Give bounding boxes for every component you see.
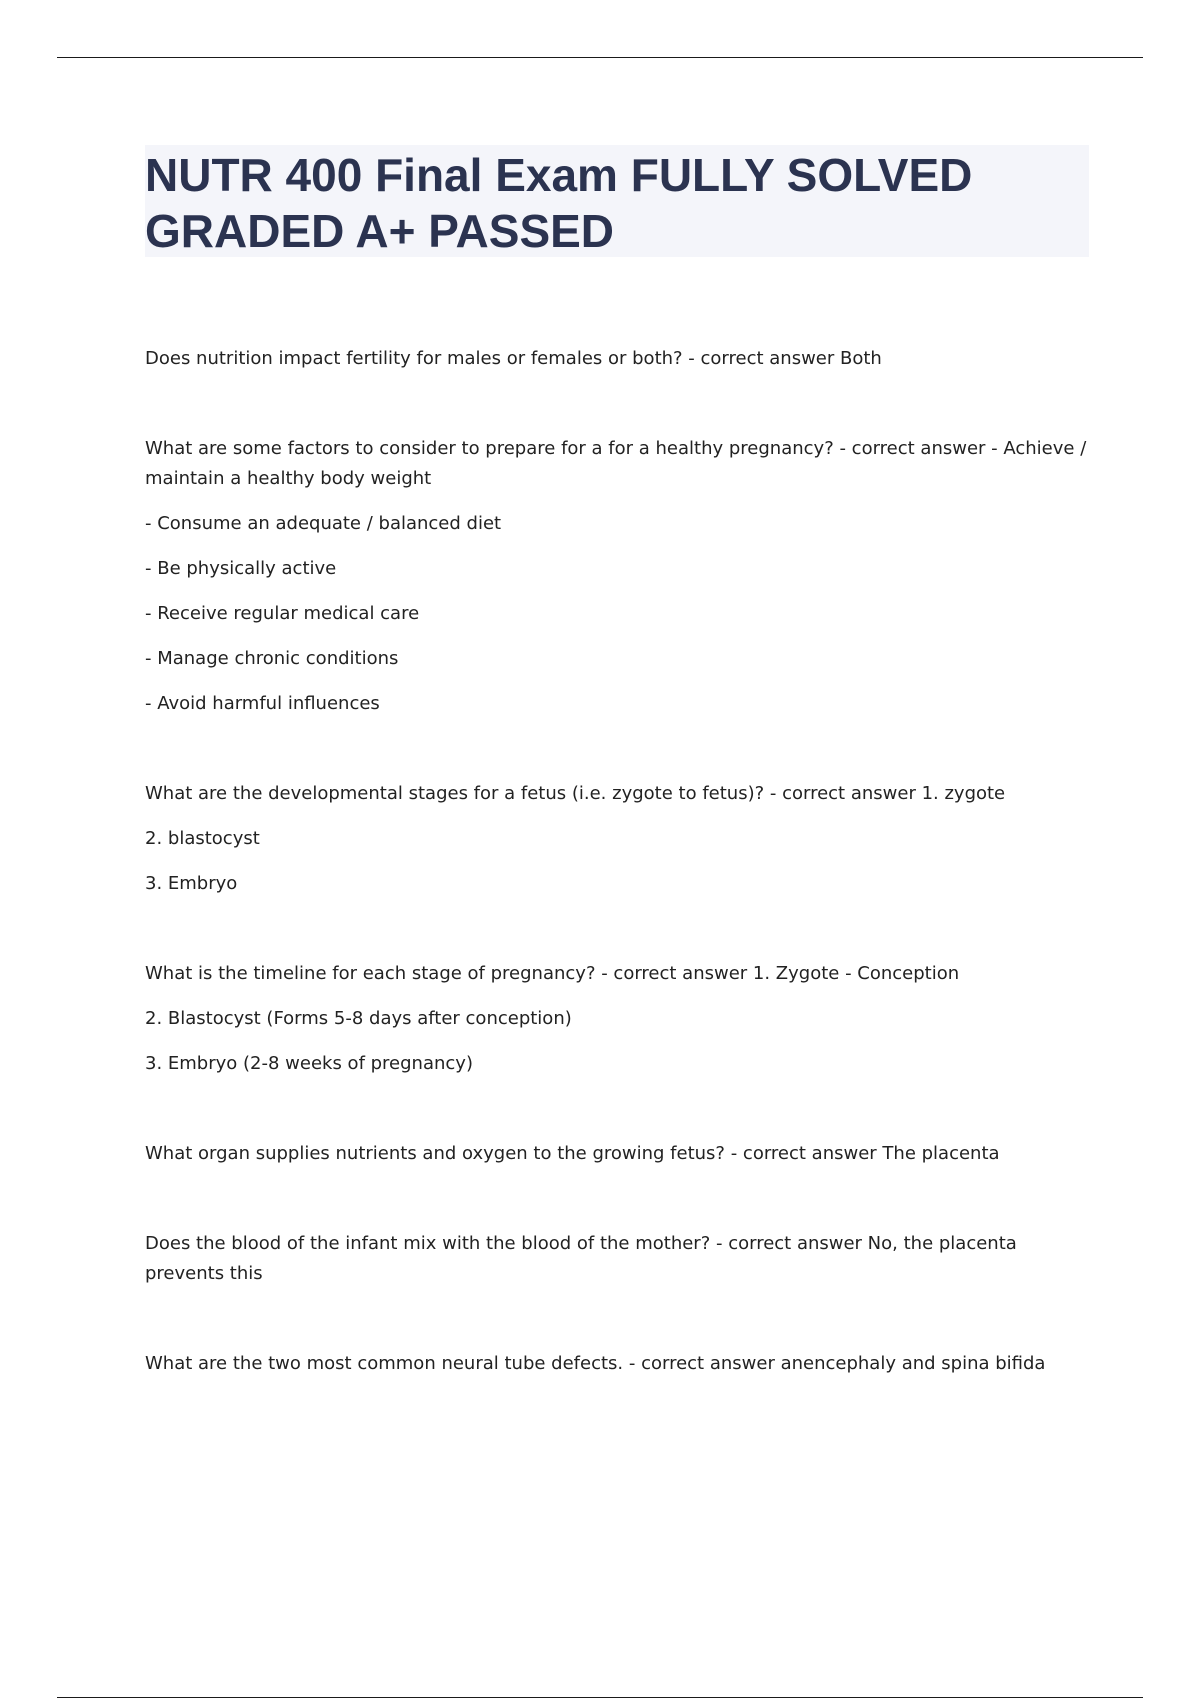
bottom-rule <box>57 1697 1143 1698</box>
qa-question: Does nutrition impact fertility for males or females or both? - correct answer Both <box>145 348 882 369</box>
list-item: - Consume an adequate / balanced diet <box>145 513 502 534</box>
qa-question: What are the two most common neural tube defects. - correct answer anencephaly and spina bifida <box>145 1353 1046 1374</box>
top-rule <box>57 57 1143 58</box>
qa-block <box>145 1139 1090 1169</box>
title-banner <box>145 145 1089 257</box>
page-title-line-1: NUTR 400 Final Exam FULLY SOLVED <box>145 149 973 201</box>
qa-question: What are the developmental stages for a fetus (i.e. zygote to fetus)? - correct answer 1. zygote <box>145 783 1006 804</box>
qa-content <box>145 344 1090 1379</box>
list-item: 3. Embryo <box>145 873 238 894</box>
list-item: - Manage chronic conditions <box>145 648 399 669</box>
qa-question: What are some factors to consider to prepare for a for a healthy pregnancy? - correct answer - Achieve / maintain a healthy body weight <box>145 438 1087 489</box>
list-item: - Receive regular medical care <box>145 603 420 624</box>
list-item: - Be physically active <box>145 558 337 579</box>
qa-block <box>145 344 1090 374</box>
qa-question: Does the blood of the infant mix with the blood of the mother? - correct answer No, the placenta prevents this <box>145 1233 1017 1284</box>
qa-question: What organ supplies nutrients and oxygen to the growing fetus? - correct answer The placenta <box>145 1143 1000 1164</box>
qa-block <box>145 959 1090 1079</box>
qa-block <box>145 779 1090 899</box>
qa-block <box>145 1349 1090 1379</box>
qa-block <box>145 434 1090 719</box>
qa-question: What is the timeline for each stage of pregnancy? - correct answer 1. Zygote - Conception <box>145 963 960 984</box>
page-title <box>145 145 1089 259</box>
list-item: 3. Embryo (2-8 weeks of pregnancy) <box>145 1053 473 1074</box>
list-item: 2. blastocyst <box>145 828 260 849</box>
page-title-line-2: GRADED A+ PASSED <box>145 205 615 257</box>
list-item: 2. Blastocyst (Forms 5-8 days after conception) <box>145 1008 572 1029</box>
qa-block <box>145 1229 1090 1289</box>
list-item: - Avoid harmful influences <box>145 693 380 714</box>
